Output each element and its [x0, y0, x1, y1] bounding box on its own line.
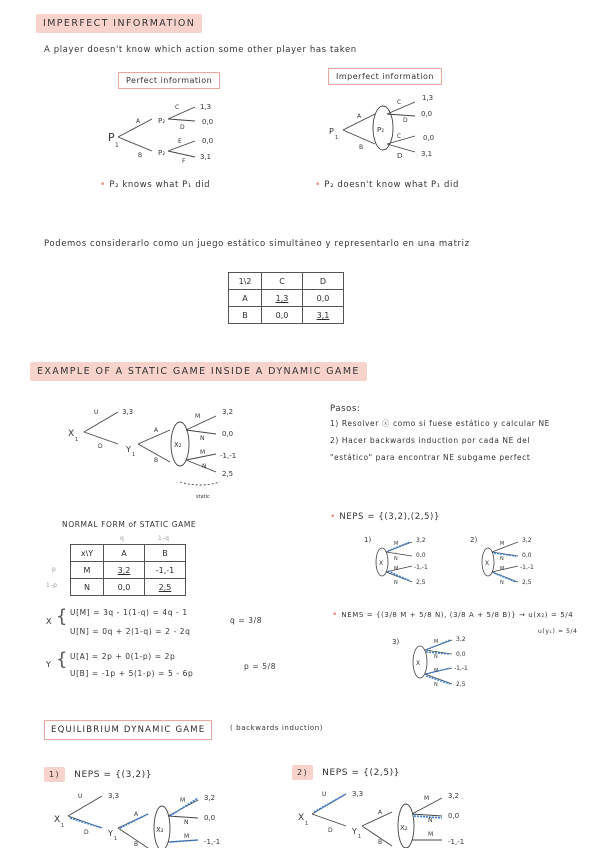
eq-y-result: p = 5/8 [244, 662, 277, 671]
payoff: 3,2 [456, 636, 466, 643]
action-n: N [500, 556, 504, 562]
brace: { [56, 606, 69, 627]
action-b: B [359, 144, 364, 151]
payoff-matrix [228, 272, 344, 324]
action-b: B [154, 457, 159, 464]
payoff: 0,0 [423, 134, 435, 142]
action-b: B [378, 839, 383, 846]
mini-tree-3 [390, 632, 500, 692]
node-x2: X₂ [174, 441, 182, 449]
node-x1: X [68, 429, 75, 439]
eq-y-label: Y [46, 660, 52, 669]
action-n: N [394, 580, 398, 586]
action-m: M [200, 449, 206, 456]
node-x1-sub: 1 [305, 821, 309, 827]
case-number: 1) [364, 536, 372, 544]
action-u: U [78, 793, 83, 800]
action-m: M [434, 639, 439, 645]
step-3: "estático" para encontrar NE subgame perfect [330, 453, 531, 462]
action-d: D [98, 443, 103, 450]
payoff: -1,-1 [454, 665, 468, 672]
action-n: N [434, 654, 438, 660]
payoff: 2,5 [416, 579, 426, 586]
action-a: A [378, 809, 383, 816]
action-m: M [424, 795, 430, 802]
payoff: 3,3 [122, 408, 134, 416]
payoff: 0,0 [456, 651, 466, 658]
payoff: 0,0 [202, 118, 214, 126]
row-prob: 1-p [46, 582, 58, 589]
intro-text: A player doesn't know which action some other player has taken [44, 45, 357, 55]
node-p1: P [329, 127, 334, 136]
perfect-note: • P₂ knows what P₁ did [100, 180, 211, 190]
node-y1: Y [108, 829, 113, 838]
col-header: C [262, 273, 303, 290]
neps-pure: • NEPS = {(3,2),(2,5)} [330, 512, 440, 522]
eq-x-2: U[N] = 0q + 2(1-q) = 2 - 2q [70, 627, 191, 636]
payoff: 3,2 [222, 408, 234, 416]
action-m: M [500, 541, 505, 547]
eq-y-1: U[A] = 2p + 0(1-p) = 2p [70, 652, 176, 661]
static-representation-note: Podemos considerarlo como un juego estático simultáneo y representarlo en una matriz [44, 239, 470, 249]
imperfect-note: • P₂ doesn't know what P₁ did [315, 180, 459, 190]
payoff: 3,3 [352, 790, 364, 798]
node-y1: Y [352, 827, 357, 836]
action-m: M [428, 831, 434, 838]
row-header: M [71, 562, 104, 579]
payoff: 0,0 [421, 110, 433, 118]
payoff: 2,5 [522, 579, 532, 586]
action-m: M [394, 541, 399, 547]
payoff: 3,1 [421, 150, 433, 158]
payoff: 0,0 [416, 552, 426, 559]
row-header: B [229, 307, 262, 324]
imperfect-information-label: Imperfect information [328, 68, 442, 85]
payoff: -1,-1 [520, 564, 534, 571]
equilibrium-tree-1 [52, 786, 252, 848]
row-header: N [71, 579, 104, 596]
case-number: 2) [470, 536, 478, 544]
node-x1-sub: 1 [61, 823, 65, 829]
node-x2: X₂ [400, 824, 408, 832]
action-m: M [394, 566, 399, 572]
case-1-heading: 1) NEPS = {(3,2)} [44, 762, 152, 781]
payoff: 3,2 [416, 537, 426, 544]
action-c: C [397, 133, 402, 140]
matrix-corner: x\Y [71, 545, 104, 562]
node-x: X [485, 560, 490, 567]
matrix-cell: 2,5 [145, 579, 186, 596]
mini-tree-2 [466, 532, 556, 588]
node-x1: X [54, 815, 61, 825]
section-title-imperfect-information: IMPERFECT INFORMATION [36, 14, 202, 33]
payoff: -1,-1 [220, 452, 237, 460]
payoff: 3,3 [108, 792, 120, 800]
eq-x-1: U[M] = 3q - 1(1-q) = 4q - 1 [70, 608, 188, 617]
action-f: F [182, 158, 186, 165]
row-prob: p [52, 566, 57, 573]
action-d: D [84, 829, 89, 836]
node-y1: Y [126, 445, 131, 454]
node-p1: P [108, 131, 115, 144]
action-e: E [178, 138, 182, 145]
step-1: 1) Resolver ⓧ como si fuese estático y calcular NE [330, 419, 551, 428]
action-n: N [434, 682, 438, 688]
payoff: -1,-1 [448, 838, 465, 846]
action-d: D [397, 152, 403, 160]
action-m: M [184, 833, 190, 840]
action-d: D [403, 117, 408, 124]
action-a: A [357, 113, 362, 120]
action-a: A [154, 427, 159, 434]
matrix-cell: 3,1 [303, 307, 344, 324]
action-m: M [195, 413, 201, 420]
matrix-corner: 1\2 [229, 273, 262, 290]
payoff: 0,0 [222, 430, 234, 438]
action-n: N [202, 463, 207, 470]
col-header: A [104, 545, 145, 562]
dynamic-game-tree [60, 400, 280, 500]
matrix-cell: 0,0 [303, 290, 344, 307]
section-title-static-in-dynamic: EXAMPLE OF A STATIC GAME INSIDE A DYNAMIC GAME [30, 362, 367, 381]
payoff: 0,0 [204, 814, 216, 822]
action-d: D [328, 827, 333, 834]
action-m: M [434, 668, 439, 674]
payoff: 1,3 [422, 94, 434, 102]
row-header: A [229, 290, 262, 307]
node-x2: X₂ [156, 826, 164, 834]
action-b: B [138, 152, 143, 159]
node-x1: X [298, 813, 305, 823]
section-subtitle: ( backwards induction) [230, 724, 324, 732]
perfect-information-tree [100, 95, 260, 170]
action-n: N [394, 556, 398, 562]
action-c: C [175, 104, 180, 111]
nems-mixed: • NEMS = {(3/8 M + 5/8 N), (3/8 A + 5/8 B)} → u(x₂) = 5/4 [332, 610, 574, 620]
node-y1-sub: 1 [358, 834, 362, 840]
matrix-cell: 1,3 [262, 290, 303, 307]
static-brace-note: static [196, 494, 210, 500]
action-n: N [500, 580, 504, 586]
section-title-equilibrium: EQUILIBRIUM DYNAMIC GAME [44, 720, 212, 740]
eq-x-result: q = 3/8 [230, 616, 263, 625]
col-prob: q [120, 535, 125, 542]
normal-form-title: NORMAL FORM of STATIC GAME [62, 520, 197, 529]
action-m: M [180, 797, 186, 804]
col-prob: 1-q [158, 535, 170, 542]
action-a: A [134, 811, 139, 818]
payoff: 2,5 [456, 681, 466, 688]
action-n: N [184, 819, 189, 826]
action-c: C [397, 99, 402, 106]
col-header: D [303, 273, 344, 290]
col-header: B [145, 545, 186, 562]
matrix-cell: -1,-1 [145, 562, 186, 579]
matrix-cell: 0,0 [104, 579, 145, 596]
mini-tree-1 [360, 532, 450, 588]
payoff: 3,2 [448, 792, 460, 800]
action-n: N [428, 817, 433, 824]
payoff: 3,2 [522, 537, 532, 544]
payoff: 3,2 [204, 794, 216, 802]
step-2: 2) Hacer backwards induction por cada NE del [330, 436, 531, 445]
node-p2-bottom: P₂ [158, 149, 166, 157]
payoff: 0,0 [202, 137, 214, 145]
payoff: 1,3 [200, 103, 212, 111]
action-b: B [134, 841, 139, 848]
payoff: -1,-1 [204, 838, 221, 846]
node-x: X [379, 560, 384, 567]
node-y1-sub: 1 [114, 836, 118, 842]
matrix-cell: 3,2 [104, 562, 145, 579]
case-number: 3) [392, 638, 400, 646]
payoff: 2,5 [222, 470, 234, 478]
payoff: -1,-1 [414, 564, 428, 571]
action-u: U [94, 409, 99, 416]
action-d: D [180, 124, 185, 131]
perfect-information-label: Perfect information [118, 72, 220, 89]
node-p1-sub: 1 [335, 135, 339, 141]
payoff: 3,1 [200, 153, 212, 161]
case-2-heading: 2) NEPS = {(2,5)} [292, 760, 400, 779]
node-x: X [416, 660, 421, 667]
imperfect-information-tree [325, 92, 485, 167]
action-n: N [200, 435, 205, 442]
node-y1-sub: 1 [132, 452, 136, 458]
matrix-cell: 0,0 [262, 307, 303, 324]
brace: { [56, 649, 69, 670]
payoff: 0,0 [522, 552, 532, 559]
steps-title: Pasos: [330, 404, 361, 414]
node-p1-sub: 1 [115, 142, 119, 149]
payoff: 0,0 [448, 812, 460, 820]
action-m: M [500, 566, 505, 572]
eq-x-label: X [46, 617, 53, 626]
normal-form-matrix [70, 544, 186, 596]
node-p2-info-set: P₂ [377, 126, 385, 134]
action-a: A [136, 118, 141, 125]
nems-uy: u(y₁) = 5/4 [538, 628, 578, 635]
action-u: U [322, 791, 327, 798]
node-p2-top: P₂ [158, 117, 166, 125]
eq-y-2: U[B] = -1p + 5(1-p) = 5 - 6p [70, 669, 194, 678]
node-x1-sub: 1 [75, 437, 79, 443]
equilibrium-tree-2 [296, 784, 496, 848]
